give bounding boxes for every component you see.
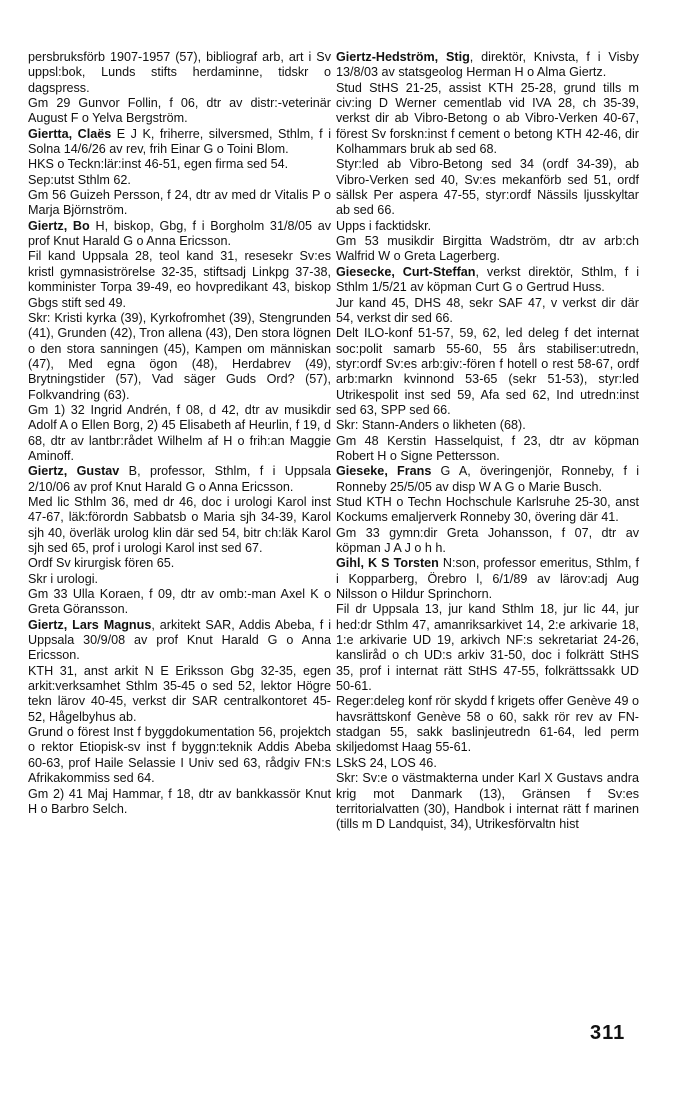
paragraph-text: H, biskop, Gbg, f i Borgholm 31/8/05 av prof Knut Harald G o Anna Ericsson. [28, 218, 331, 249]
paragraph-text: Gm 33 Ulla Koraen, f 09, dtr av omb:-man Axel K o Greta Göransson. [28, 587, 331, 617]
paragraph-text: , arkitekt SAR, Addis Abeba, f i Uppsala 30/9/08 av prof Knut Harald G o Anna Ericsson. [28, 617, 331, 663]
paragraph-text: Sep:utst Sthlm 62. [28, 172, 131, 187]
paragraph-text: persbruksförb 1907-1957 (57), bibliograf arb, art i Sv uppsl:bok, Lunds stifts herdaminne, tidskr o dagspress. [28, 50, 331, 95]
person-name: Giertta, Claës [28, 126, 112, 141]
person-name: Giertz, Bo [28, 218, 90, 233]
biography-entry-heading [28, 219, 331, 250]
biography-entry-heading [336, 265, 639, 296]
person-name: Giertz, Lars Magnus [28, 617, 152, 632]
biography-paragraph [28, 311, 331, 403]
paragraph-text: E J K, friherre, silversmed, Sthlm, f i Solna 14/6/26 av rev, frih Einar G o Toini Blom. [28, 126, 331, 157]
biography-paragraph [336, 694, 639, 755]
biography-entry-heading [28, 127, 331, 158]
biography-paragraph [28, 556, 331, 571]
paragraph-text: Stud StHS 21-25, assist KTH 25-28, grund tills m civ:ing D Werner cementlab vid IVA 28, ch 35-39, verkst dir ab Vibro-Betong o ab Vibro-Verken 40-67, förest Sv forskn:inst f cement o betong KTH 42-46, dir Kolhammars bruk ab sed 68. [336, 80, 639, 157]
paragraph-text: Jur kand 45, DHS 48, sekr SAF 47, v verkst dir där 54, verkst dir sed 66. [336, 295, 639, 325]
paragraph-text: N:son, professor emeritus, Sthlm, f i Kopparberg, Örebro l, 6/1/89 av lärov:adj Aug Nilsson o Hildur Sprinchorn. [336, 556, 639, 602]
biography-paragraph [28, 50, 331, 96]
left-column [28, 50, 331, 817]
paragraph-text: , verkst direktör, Sthlm, f i Sthlm 1/5/21 av köpman Curt G o Gertrud Huss. [336, 264, 639, 295]
biography-paragraph [336, 326, 639, 418]
page-number: 311 [590, 1022, 626, 1044]
biography-entry-heading [28, 464, 331, 495]
biography-paragraph [336, 771, 639, 832]
paragraph-text: Gm 48 Kerstin Hasselquist, f 23, dtr av köpman Robert H o Signe Pettersson. [336, 433, 639, 463]
paragraph-text: Med lic Sthlm 36, med dr 46, doc i urologi Karol inst 47-67, läk:förordn Sabbatsb o Maria sjh 34-39, Karol sjh 40, överläk urolog klin där sed 54, bitr ch:läk Karol sjh sed 65, prof i urologi Karol inst sed 67. [28, 494, 331, 555]
paragraph-text: Gm 33 gymn:dir Greta Johansson, f 07, dtr av köpman J A J o h h. [336, 525, 639, 555]
biography-paragraph [28, 664, 331, 725]
paragraph-text: Gm 56 Guizeh Persson, f 24, dtr av med dr Vitalis P o Marja Björnström. [28, 188, 331, 218]
biography-paragraph [336, 296, 639, 327]
biography-entry-heading [336, 50, 639, 81]
biography-paragraph [336, 219, 639, 234]
biography-paragraph [28, 173, 331, 188]
biography-entry-heading [28, 618, 331, 664]
paragraph-text: Grund o förest Inst f byggdokumentation 56, projektch o rektor Etiopisk-sv inst f byggn:teknik Addis Abeba 60-63, prof Haile Selassie I Univ sed 63, rådgiv FN:s Afrikakommiss sed 64. [28, 725, 331, 786]
person-name: Giertz, Gustav [28, 464, 120, 479]
person-name: Gihl, K S Torsten [336, 556, 439, 571]
biography-paragraph [28, 495, 331, 556]
biography-paragraph [336, 418, 639, 433]
paragraph-text: Styr:led ab Vibro-Betong sed 34 (ordf 34-39), ab Vibro-Verken sed 40, Sv:es mekanförb sed 51, ordf sällsk Per aspera 47-55, styr:ordf Nässils ljusskyltar ab sed 66. [336, 157, 639, 218]
biography-paragraph [28, 249, 331, 310]
paragraph-text: LSkS 24, LOS 46. [336, 755, 437, 770]
biography-paragraph [28, 157, 331, 172]
paragraph-text: Gm 29 Gunvor Follin, f 06, dtr av distr:-veterinär August F o Yelva Bergström. [28, 96, 331, 126]
biography-paragraph [336, 495, 639, 526]
biography-paragraph [28, 188, 331, 219]
biography-paragraph [336, 434, 639, 465]
paragraph-text: Ordf Sv kirurgisk fören 65. [28, 556, 175, 571]
biography-paragraph [28, 96, 331, 127]
person-name: Giertz-Hedström, Stig [336, 50, 470, 64]
paragraph-text: Delt ILO-konf 51-57, 59, 62, led deleg f det internat soc:polit samarb 55-60, 55 års stabiliser:utredn, styr:ordf Sv:es arb:giv:-fören f hotell o rest 58-67, ordf arb:markn kvinnond 53-65 (sekr 51-53), styr:led Utrikespolit inst sed 59, Afa sed 62, Ind utredn:inst sed 63, SPP sed 66. [336, 326, 639, 417]
biography-paragraph [336, 756, 639, 771]
biography-entry-heading [336, 464, 639, 495]
biography-paragraph [28, 725, 331, 786]
paragraph-text: G A, överingenjör, Ronneby, f i Ronneby 25/5/05 av disp W A G o Marie Busch. [336, 464, 639, 494]
paragraph-text: Skr i urologi. [28, 571, 98, 586]
paragraph-text: Reger:deleg konf rör skydd f krigets offer Genève 49 o havsrättskonf Genève 58 o 60, sakk rör rev av FN-stadgan 55, sakk baslinjeutredn 61-64, led perm skiljedomst Haag 55-61. [336, 694, 639, 755]
biography-paragraph [336, 526, 639, 557]
right-column [336, 50, 639, 833]
paragraph-text: Stud KTH o Techn Hochschule Karlsruhe 25-30, anst Kockums emaljerverk Ronneby 30, övering där 41. [336, 494, 639, 525]
biography-paragraph [28, 403, 331, 464]
biography-paragraph [28, 572, 331, 587]
paragraph-text: KTH 31, anst arkit N E Eriksson Gbg 32-35, egen arkit:verksamhet Sthlm 35-45 o sed 52, lektor Högre tekn lärov 40-45, verkst dir SAR centralkontoret 45-52, Hågelbyhus ab. [28, 663, 331, 724]
paragraph-text: Upps i facktidskr. [336, 218, 432, 233]
paragraph-text: B, professor, Sthlm, f i Uppsala 2/10/06 av prof Knut Harald G o Anna Ericsson. [28, 464, 331, 494]
paragraph-text: Skr: Kristi kyrka (39), Kyrkofromhet (39), Stengrunden (41), Grunden (42), Tron allena (43), Den stora lögnen o den stora sanningen (45), Kampen om människan (47), Med egna ögon (48), Herdabrev (49), Brytningstider (57), Vad säger Guds Ord? (57), Folkvandring (63). [28, 310, 331, 402]
person-name: Giesecke, Curt-Steffan [336, 264, 476, 279]
paragraph-text: HKS o Teckn:lär:inst 46-51, egen firma sed 54. [28, 157, 289, 172]
paragraph-text: , direktör, Knivsta, f i Visby 13/8/03 av statsgeolog Herman H o Alma Giertz. [336, 50, 639, 80]
biography-paragraph [336, 602, 639, 694]
person-name: Gieseke, Frans [336, 464, 432, 479]
biography-paragraph [336, 234, 639, 265]
paragraph-text: Fil dr Uppsala 13, jur kand Sthlm 18, jur lic 44, jur hed:dr Sthlm 47, amanriksarkivet 14, 2:e arkivarie 18, 1:e arkivarie UD 19, arkivch NF:s sekretariat 24-26, kansliråd o ch UD:s arkiv 31-50, doc i folkrätt StHS 35, prof i internat rätt StHS 47-55, folkrättssakk UD 50-61. [336, 602, 639, 694]
paragraph-text: Fil kand Uppsala 28, teol kand 31, resesekr Sv:es kristl gymnasiströrelse 32-35, stiftsadj Linkpg 37-38, komminister Torpa 39-49, eo hovpredikant 43, biskop Gbgs stift sed 49. [28, 249, 331, 310]
paragraph-text: Gm 1) 32 Ingrid Andrén, f 08, d 42, dtr av musikdir Adolf A o Ellen Borg, 2) 45 Elisabeth af Heurlin, f 19, d 68, dtr av lantbr:rådet Wilhelm af H o frih:an Maggie Aminoff. [28, 402, 331, 463]
biography-paragraph [28, 587, 331, 618]
biography-paragraph [336, 81, 639, 158]
paragraph-text: Skr: Sv:e o västmakterna under Karl X Gustavs andra krig mot Danmark (13), Gränsen f Sv:es territorialvatten (30), Handbok i internat rätt f marinen (tills m D Landquist, 34), Utrikesförvaltn hist [336, 771, 639, 832]
paragraph-text: Skr: Stann-Anders o likheten (68). [336, 418, 526, 433]
biography-paragraph [336, 157, 639, 218]
paragraph-text: Gm 2) 41 Maj Hammar, f 18, dtr av bankkassör Knut H o Barbro Selch. [28, 786, 331, 816]
biography-paragraph [28, 787, 331, 818]
biography-entry-heading [336, 556, 639, 602]
paragraph-text: Gm 53 musikdir Birgitta Wadström, dtr av arb:ch Walfrid W o Greta Lagerberg. [336, 234, 639, 264]
